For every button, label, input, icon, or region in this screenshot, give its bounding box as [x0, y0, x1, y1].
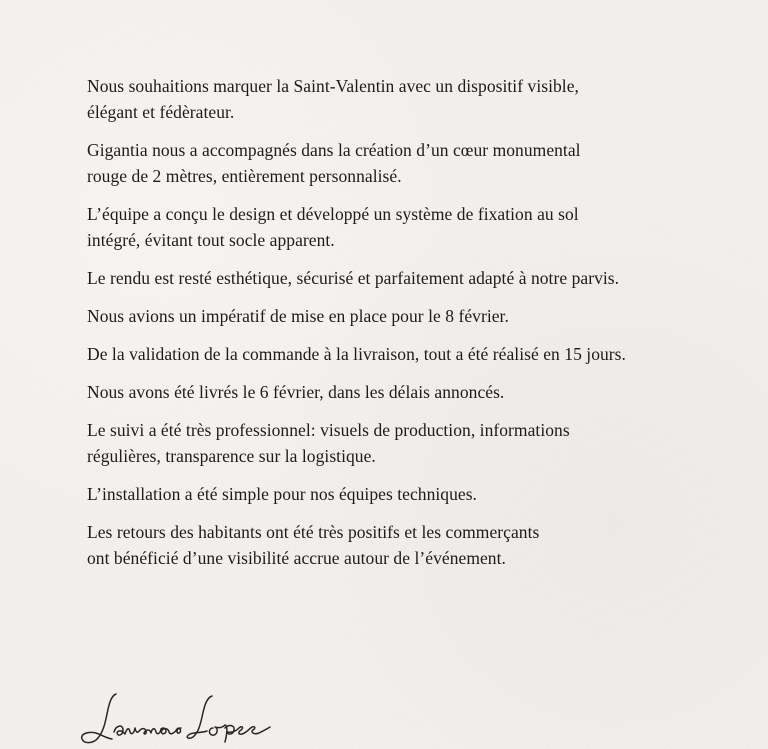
paragraph-line: ont bénéficié d’une visibilité accrue autour de l’événement.	[87, 548, 506, 568]
signature-stroke-second-l	[187, 696, 212, 738]
paragraph-line: L’installation a été simple pour nos équipes techniques.	[87, 484, 477, 504]
paragraph-follow-up	[87, 417, 727, 469]
paragraph-line: Nous avons été livrés le 6 février, dans les délais annoncés.	[87, 382, 505, 402]
paragraph-line: intégré, évitant tout socle apparent.	[87, 230, 335, 250]
signature-stroke-opes	[209, 725, 270, 742]
paragraph-deadline	[87, 303, 727, 329]
signature-stroke-l	[82, 694, 116, 743]
paragraph-line: Le rendu est resté esthétique, sécurisé et parfaitement adapté à notre parvis.	[87, 268, 620, 288]
paragraph-installation	[87, 481, 727, 507]
paragraph-line: régulières, transparence sur la logistique.	[87, 446, 376, 466]
paragraph-line: De la validation de la commande à la livraison, tout a été réalisé en 15 jours.	[87, 344, 626, 364]
paragraph-line: Nous souhaitions marquer la Saint-Valentin avec un dispositif visible,	[87, 76, 579, 96]
paragraph-feedback	[87, 519, 727, 571]
paragraph-timeline	[87, 341, 727, 367]
paragraph-intent	[87, 73, 727, 125]
paragraph-delivery	[87, 379, 727, 405]
paragraph-line: rouge de 2 mètres, entièrement personnalisé.	[87, 166, 402, 186]
paragraph-design	[87, 201, 727, 253]
paragraph-line: Gigantia nous a accompagnés dans la création d’un cœur monumental	[87, 140, 581, 160]
paragraph-line: élégant et fédèrateur.	[87, 102, 235, 122]
signature-stroke-aurence	[114, 726, 181, 735]
paragraph-line: L’équipe a conçu le design et développé un système de fixation au sol	[87, 204, 579, 224]
paragraph-line: Les retours des habitants ont été très positifs et les commerçants	[87, 522, 540, 542]
paragraph-creation	[87, 137, 727, 189]
paragraph-result	[87, 265, 727, 291]
paragraph-line: Nous avions un impératif de mise en place pour le 8 février.	[87, 306, 509, 326]
handwritten-signature	[78, 684, 308, 746]
paragraph-line: Le suivi a été très professionnel: visuels de production, informations	[87, 420, 570, 440]
letter-body	[87, 73, 727, 571]
